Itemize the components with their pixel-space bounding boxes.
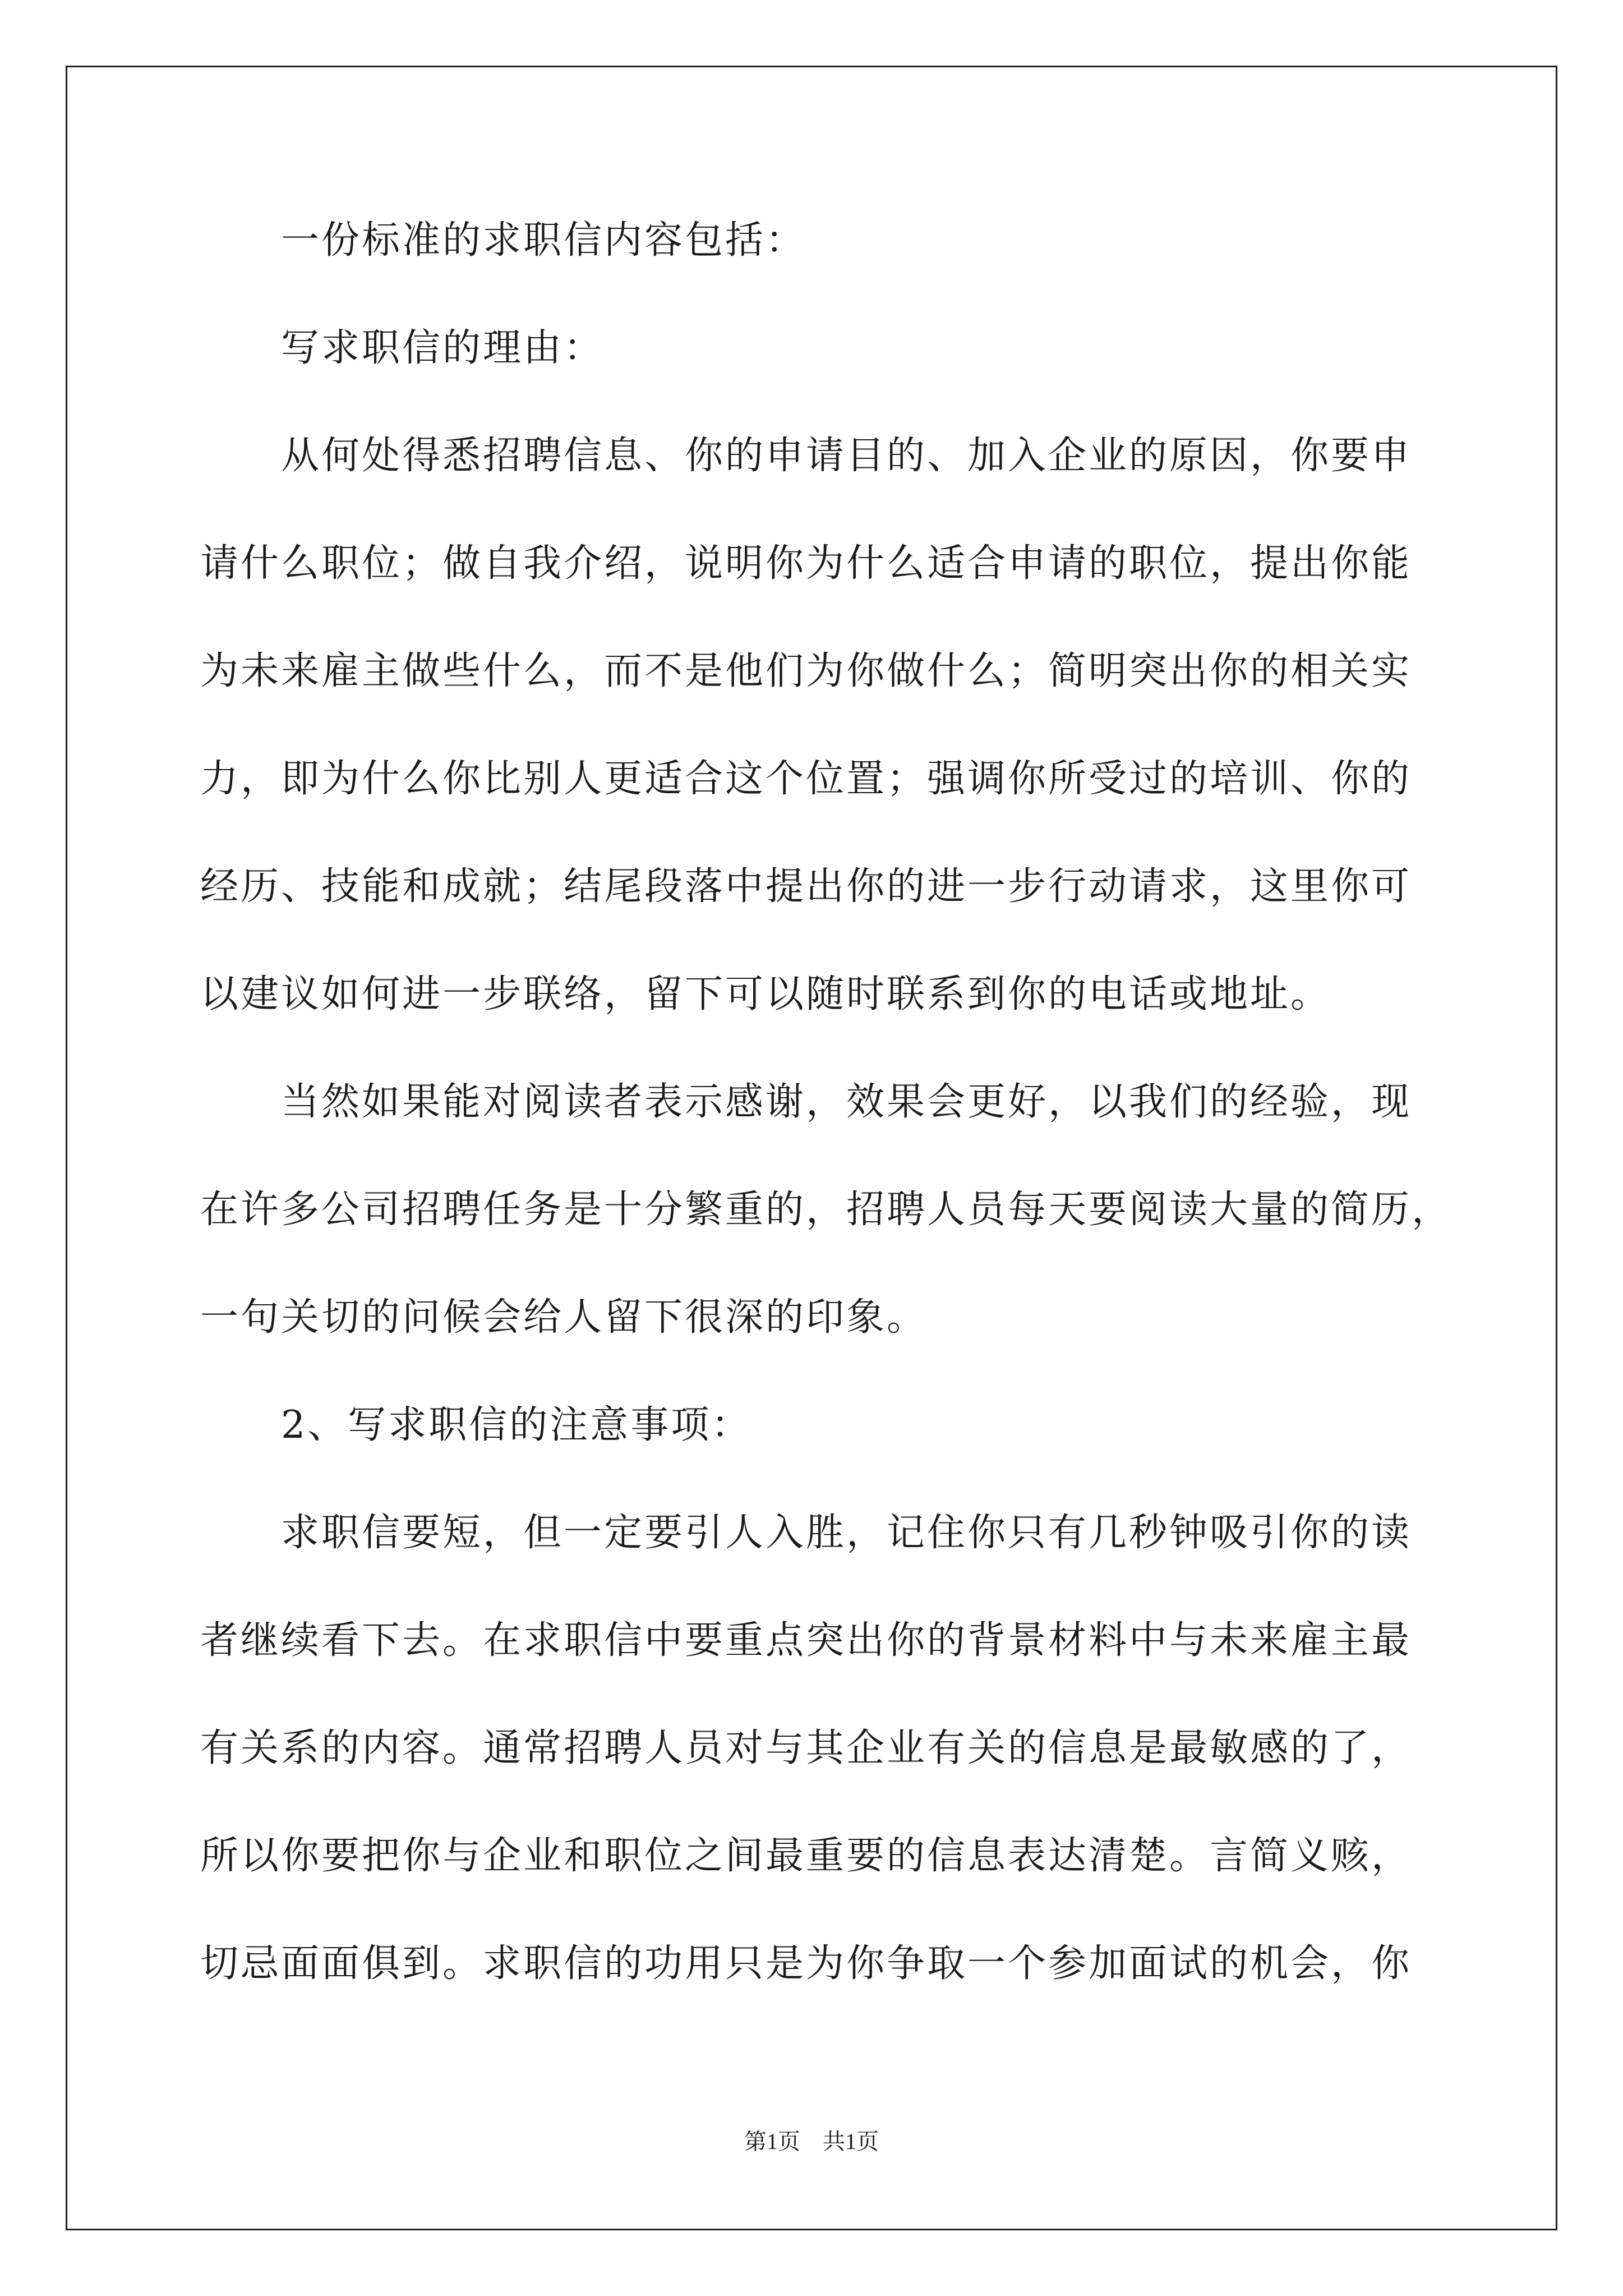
- paragraph-line: 切忌面面俱到。求职信的功用只是为你争取一个参加面试的机会，你: [200, 1941, 1412, 1986]
- paragraph-line: 一句关切的问候会给人留下很深的印象。: [200, 1295, 928, 1340]
- paragraph-line: 在许多公司招聘任务是十分繁重的，招聘人员每天要阅读大量的简历，: [200, 1188, 1453, 1232]
- paragraph-line: 经历、技能和成就；结尾段落中提出你的进一步行动请求，这里你可: [200, 864, 1412, 909]
- document-body: [200, 218, 1453, 2053]
- page-footer: [0, 2131, 1623, 2153]
- paragraph-line: 写求职信的理由：: [281, 326, 605, 370]
- paragraph-line: 以建议如何进一步联络，留下可以随时联系到你的电话或地址。: [200, 972, 1331, 1016]
- paragraph-line: 所以你要把你与企业和职位之间最重要的信息表达清楚。言简义赅，: [200, 1834, 1412, 1878]
- paragraph-line: 从何处得悉招聘信息、你的申请目的、加入企业的原因，你要申: [281, 434, 1412, 478]
- paragraph-line: 为未来雇主做些什么，而不是他们为你做什么；简明突出你的相关实: [200, 649, 1412, 693]
- paragraph-line: 求职信要短，但一定要引人入胜，记住你只有几秒钟吸引你的读: [281, 1511, 1412, 1555]
- paragraph-line: 者继续看下去。在求职信中要重点突出你的背景材料中与未来雇主最: [200, 1618, 1412, 1663]
- page-number-current: 第1页: [744, 2129, 800, 2154]
- paragraph-line: 2、写求职信的注意事项：: [281, 1403, 752, 1447]
- paragraph-line: 有关系的内容。通常招聘人员对与其企业有关的信息是最敏感的了，: [200, 1726, 1412, 1770]
- paragraph-line: 一份标准的求职信内容包括：: [281, 218, 806, 263]
- page-number-total: 共1页: [823, 2129, 879, 2154]
- paragraph-line: 力，即为什么你比别人更适合这个位置；强调你所受过的培训、你的: [200, 757, 1412, 801]
- paragraph-line: 请什么职位；做自我介绍，说明你为什么适合申请的职位，提出你能: [200, 541, 1412, 586]
- paragraph-line: 当然如果能对阅读者表示感谢，效果会更好，以我们的经验，现: [281, 1080, 1412, 1124]
